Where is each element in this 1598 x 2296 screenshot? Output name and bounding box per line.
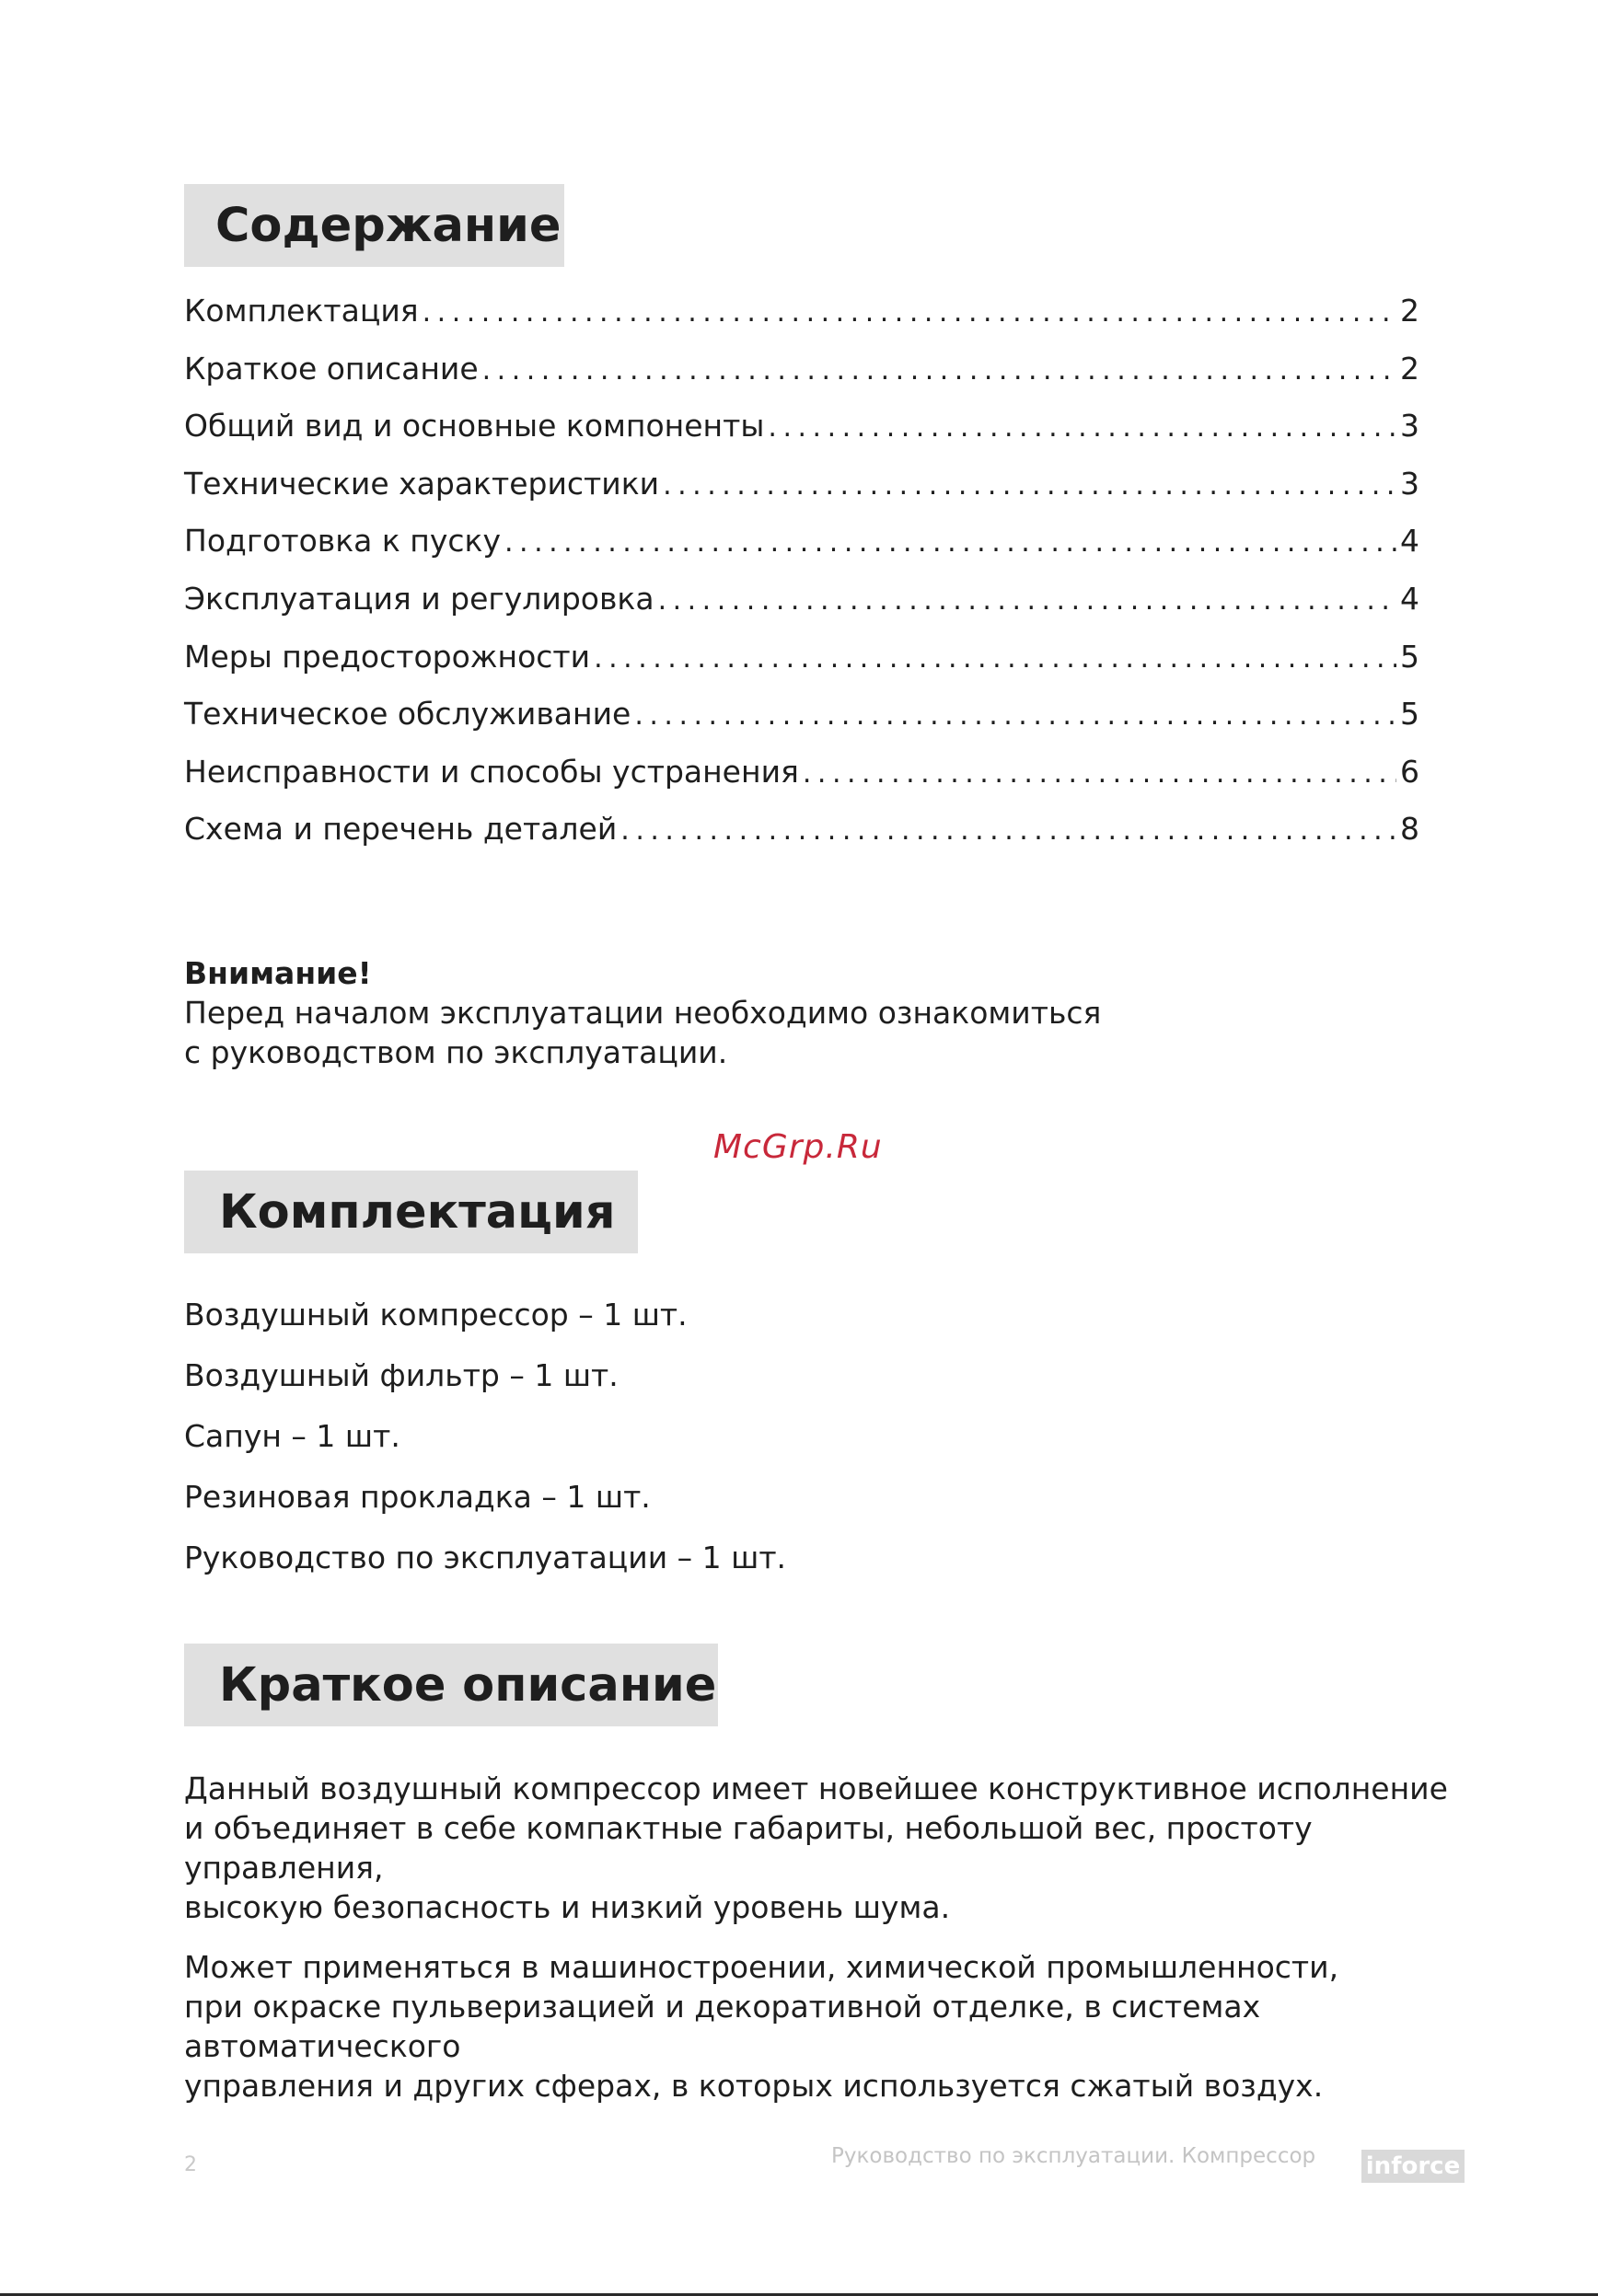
description-paragraph: Данный воздушный компрессор имеет новейшее конструктивное исполнение и объединяет в себе компактные габариты, небольшой вес, простоту управления, высокую безопасность и низкий уровень шума. [184, 1771, 1448, 1925]
footer-doc-title: Руководство по эксплуатации. Компрессор [831, 2144, 1316, 2168]
toc-heading: Содержание [184, 184, 564, 267]
toc-leader-dots [663, 469, 1396, 502]
list-item: Воздушный компрессор – 1 шт. [184, 1297, 688, 1333]
toc-item-page: 5 [1400, 638, 1419, 675]
toc-item-page: 2 [1400, 293, 1419, 329]
toc-leader-dots [504, 526, 1396, 559]
toc-item-label: Меры предосторожности [184, 638, 591, 675]
toc-item[interactable] [184, 466, 1419, 524]
toc-item-page: 6 [1400, 753, 1419, 790]
toc-item[interactable] [184, 696, 1419, 754]
toc-item[interactable] [184, 581, 1419, 639]
toc-item[interactable] [184, 811, 1419, 869]
toc-item-page: 5 [1400, 696, 1419, 733]
toc-item-page: 3 [1400, 465, 1419, 502]
description-heading: Краткое описание [184, 1644, 718, 1726]
toc-leader-dots [620, 814, 1396, 847]
toc-item-label: Подготовка к пуску [184, 523, 501, 560]
list-item: Резиновая прокладка – 1 шт. [184, 1479, 651, 1515]
list-item: Воздушный фильтр – 1 шт. [184, 1357, 619, 1393]
toc-item-label: Схема и перечень деталей [184, 811, 618, 848]
table-of-contents [184, 293, 1419, 869]
toc-item-label: Краткое описание [184, 350, 479, 387]
toc-leader-dots [803, 757, 1396, 790]
description-body [184, 1769, 1491, 2126]
toc-item-label: Эксплуатация и регулировка [184, 580, 654, 617]
warning-title: Внимание! [184, 955, 372, 991]
toc-item[interactable] [184, 754, 1419, 812]
toc-leader-dots [423, 296, 1396, 329]
toc-item-page: 2 [1400, 350, 1419, 387]
toc-leader-dots [482, 354, 1396, 387]
toc-leader-dots [658, 584, 1396, 617]
toc-item-page: 4 [1400, 523, 1419, 560]
warning-text-line: Перед началом эксплуатации необходимо ознакомиться [184, 995, 1102, 1031]
toc-item[interactable] [184, 293, 1419, 351]
toc-item-label: Комплектация [184, 293, 419, 329]
toc-leader-dots [768, 411, 1396, 444]
toc-leader-dots [594, 642, 1396, 675]
toc-item[interactable] [184, 639, 1419, 697]
toc-item[interactable] [184, 351, 1419, 409]
warning-block [184, 953, 1101, 1072]
toc-item-label: Технические характеристики [184, 465, 660, 502]
toc-item-label: Техническое обслуживание [184, 696, 631, 733]
toc-item[interactable] [184, 408, 1419, 466]
toc-item-page: 8 [1400, 811, 1419, 848]
watermark-link[interactable]: McGrp.Ru [713, 1128, 883, 1166]
list-item: Сапун – 1 шт. [184, 1418, 400, 1454]
toc-item-label: Общий вид и основные компоненты [184, 408, 765, 444]
toc-item-page: 4 [1400, 580, 1419, 617]
brand-logo: inforce [1361, 2150, 1465, 2183]
kit-list [184, 1290, 786, 1594]
toc-item-page: 3 [1400, 408, 1419, 444]
page-number: 2 [184, 2153, 197, 2176]
list-item: Руководство по эксплуатации – 1 шт. [184, 1540, 787, 1575]
toc-leader-dots [634, 699, 1396, 732]
toc-item-label: Неисправности и способы устранения [184, 753, 799, 790]
description-paragraph: Может применяться в машиностроении, химической промышленности, при окраске пульверизацией и декоративной отделке, в системах автоматического управления и других сферах, в которых используется сжатый воздух. [184, 1949, 1339, 2104]
kit-heading: Комплектация [184, 1171, 638, 1253]
toc-item[interactable] [184, 523, 1419, 581]
warning-text-line: с руководством по эксплуатации. [184, 1034, 728, 1070]
